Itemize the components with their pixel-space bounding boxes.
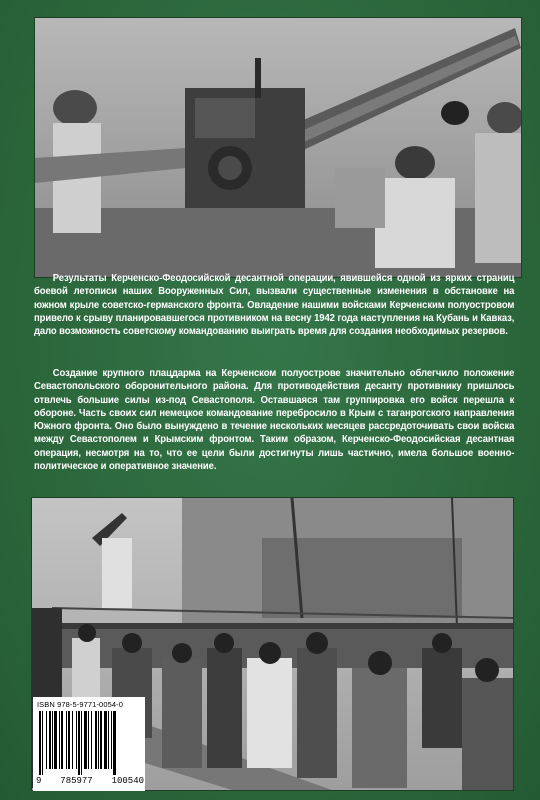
barcode-bar (91, 711, 92, 769)
barcode-bar (104, 711, 107, 769)
barcode-bar (108, 711, 109, 769)
barcode-bar (88, 711, 89, 769)
isbn-label: ISBN 978-5-9771-0054-0 (37, 700, 124, 709)
barcode-bar (49, 711, 51, 769)
isbn-barcode (33, 697, 145, 791)
barcode-bar (113, 711, 116, 775)
barcode-bar (76, 711, 77, 769)
barcode-bar (66, 711, 67, 769)
barcode-bar (52, 711, 53, 769)
barcode-bar (111, 711, 112, 769)
barcode-digit-group-2: 100540 (111, 776, 144, 786)
paragraph-1-text: Результаты Керченско-Феодосийской десантной операции, явившейся одной из ярких страниц боевой летописи наших Вооруженных Сил, вызвали существенные изменения в обстановке на южном крыле советско-германского фронта. Овладение нашими войсками Керченским полуостровом привело к срыву планировавшегося противником на весну 1942 года наступления на Кубань и Кавказ, дало возможность советскому командованию выиграть время для создания необходимых резервов. (34, 273, 515, 338)
cover-paragraph-1 (34, 272, 514, 338)
barcode-bar (46, 711, 47, 769)
barcode-bar (59, 711, 60, 769)
barcode-bar (54, 711, 57, 769)
cover-paragraph-2 (34, 367, 514, 473)
barcode-bar (68, 711, 70, 769)
barcode-bar (98, 711, 99, 769)
barcode-bar (42, 711, 43, 775)
barcode-bar (95, 711, 97, 769)
barcode-digit-prefix: 9 (36, 776, 42, 786)
barcode-bar (78, 711, 80, 775)
top-photo-anti-aircraft-gun (34, 17, 522, 278)
barcode-bar (84, 711, 87, 769)
paragraph-2-text: Создание крупного плацдарма на Керченском полуострове значительно облегчило положение Севастопольского оборонительного района. Для противодействия десанту противнику пришлось отвлечь большие силы из-под Севастополя. Оставшаяся там группировка его войск перешла к обороне. Часть своих сил немецкое командование перебросило в Крым с таганрогского направления Южного фронта. Оно было вынуждено в течение нескольких месяцев рассредоточивать свои войска между Севастополем и Крымским фронтом. Таким образом, Керченско-Феодосийская десантная операция, несмотря на то, что ее цели были достигнуты лишь частично, имела большое военно-политическое и оперативное значение. (34, 368, 515, 473)
barcode-digit-group-1: 785977 (60, 776, 93, 786)
barcode-bar (39, 711, 41, 775)
barcode-bar (72, 711, 73, 769)
barcode-bars (39, 711, 139, 775)
barcode-bar (81, 711, 82, 775)
barcode-bar (61, 711, 63, 769)
barcode-digits (36, 776, 144, 786)
barcode-bar (100, 711, 102, 769)
